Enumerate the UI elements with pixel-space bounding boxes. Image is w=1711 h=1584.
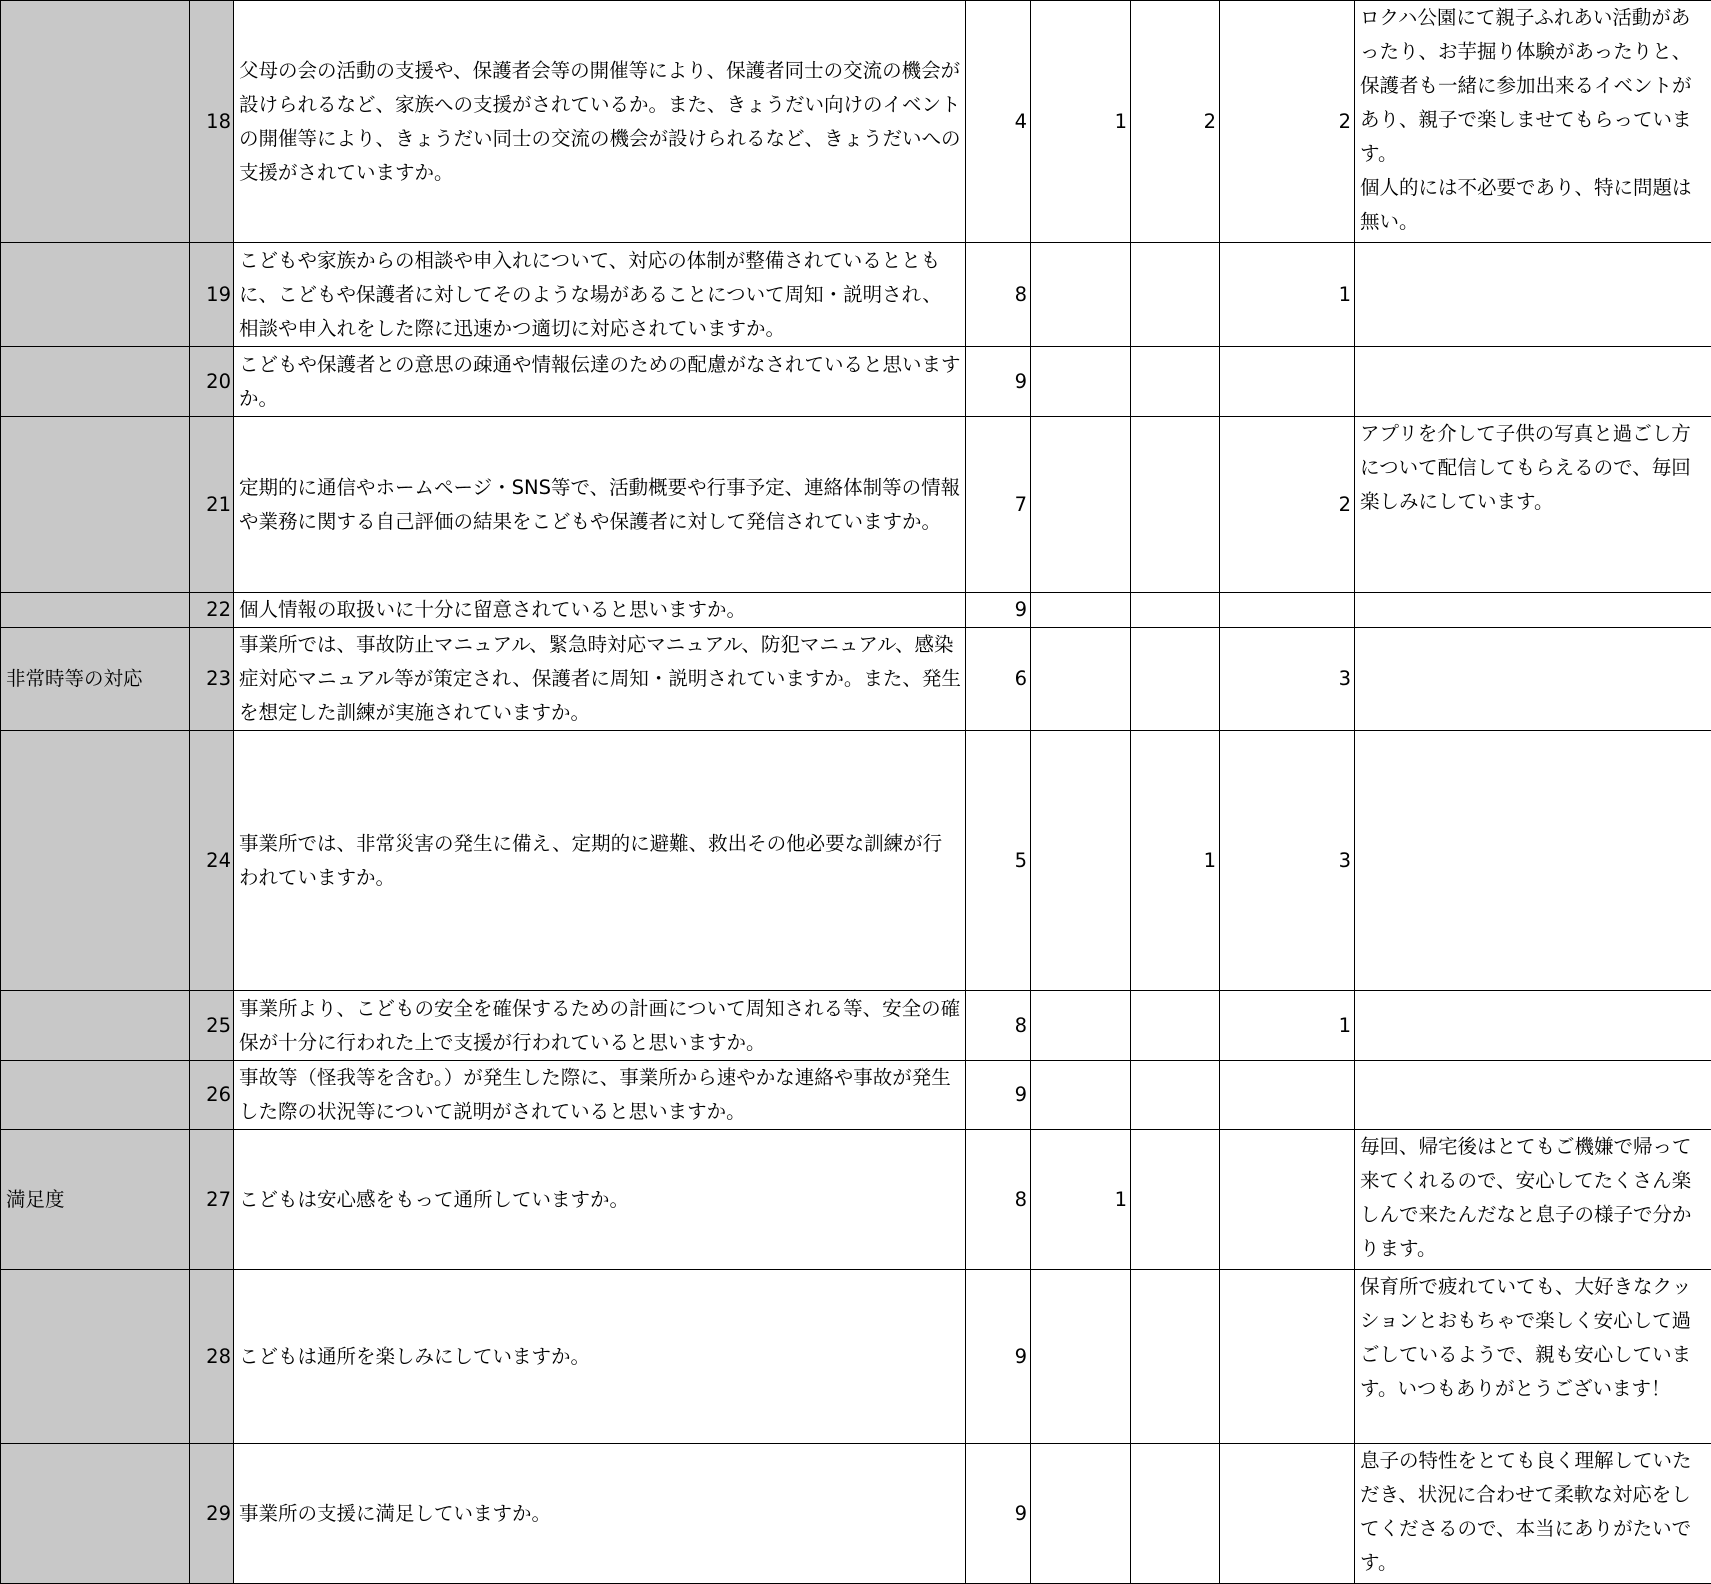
category-cell [1,243,190,347]
count-unknown [1220,1270,1355,1444]
count-no: 2 [1131,1,1220,243]
comment-text: 息子の特性をとても良く理解していただき、状況に合わせて柔軟な対応をしてくださるので、本当にありがたいです。 [1355,1444,1711,1584]
count-no [1131,1444,1220,1584]
comment-text: 毎回、帰宅後はとてもご機嫌で帰って来てくれるので、安心してたくさん楽しんで来たんだなと息子の様子で分かります。 [1355,1130,1711,1270]
comment-text [1355,593,1711,628]
comment-text [1355,1061,1711,1130]
item-number: 28 [190,1270,234,1444]
count-unknown [1220,1444,1355,1584]
count-unknown: 3 [1220,628,1355,731]
comment-text [1355,991,1711,1061]
count-yes: 9 [966,1444,1031,1584]
category-cell [1,593,190,628]
question-text: 事業所では、非常災害の発生に備え、定期的に避難、救出その他必要な訓練が行われていますか。 [234,731,966,991]
comment-text: ロクハ公園にて親子ふれあい活動があったり、お芋掘り体験があったりと、保護者も一緒に参加出来るイベントがあり、親子で楽しませてもらっています。 個人的には不必要であり、特に問題は無い。 [1355,1,1711,243]
question-text: 定期的に通信やホームページ・SNS等で、活動概要や行事予定、連絡体制等の情報や業務に関する自己評価の結果をこどもや保護者に対して発信されていますか。 [234,417,966,593]
count-no [1131,628,1220,731]
table-row [1,1,1711,243]
count-yes: 5 [966,731,1031,991]
category-cell [1,1,190,243]
count-yes: 8 [966,991,1031,1061]
count-yes: 9 [966,1061,1031,1130]
count-unknown [1220,593,1355,628]
count-somewhat [1031,243,1131,347]
table-row [1,1444,1711,1584]
count-yes: 8 [966,1130,1031,1270]
count-no: 1 [1131,731,1220,991]
count-no [1131,1270,1220,1444]
question-text: 事業所より、こどもの安全を確保するための計画について周知される等、安全の確保が十分に行われた上で支援が行われていると思いますか。 [234,991,966,1061]
count-yes: 9 [966,1270,1031,1444]
item-number: 21 [190,417,234,593]
count-unknown: 1 [1220,243,1355,347]
count-somewhat [1031,417,1131,593]
table-row [1,628,1711,731]
question-text: こどもや家族からの相談や申入れについて、対応の体制が整備されているとともに、こどもや保護者に対してそのような場があることについて周知・説明され、相談や申入れをした際に迅速かつ適切に対応されていますか。 [234,243,966,347]
count-unknown: 2 [1220,417,1355,593]
count-somewhat: 1 [1031,1130,1131,1270]
count-yes: 6 [966,628,1031,731]
item-number: 26 [190,1061,234,1130]
count-unknown: 2 [1220,1,1355,243]
question-text: こどもや保護者との意思の疎通や情報伝達のための配慮がなされていると思いますか。 [234,347,966,417]
count-unknown: 1 [1220,991,1355,1061]
comment-text [1355,347,1711,417]
category-cell [1,1444,190,1584]
item-number: 29 [190,1444,234,1584]
count-no [1131,991,1220,1061]
category-cell [1,1270,190,1444]
count-yes: 7 [966,417,1031,593]
comment-text [1355,243,1711,347]
item-number: 27 [190,1130,234,1270]
comment-text [1355,628,1711,731]
item-number: 22 [190,593,234,628]
count-somewhat [1031,347,1131,417]
table-row [1,1270,1711,1444]
item-number: 20 [190,347,234,417]
question-text: こどもは通所を楽しみにしていますか。 [234,1270,966,1444]
category-cell [1,347,190,417]
table-row [1,1130,1711,1270]
count-no [1131,1061,1220,1130]
count-yes: 4 [966,1,1031,243]
item-number: 23 [190,628,234,731]
count-unknown [1220,347,1355,417]
count-somewhat [1031,593,1131,628]
comment-text [1355,731,1711,991]
category-cell [1,1061,190,1130]
table-row [1,1061,1711,1130]
table-row [1,991,1711,1061]
category-cell: 非常時等の対応 [1,628,190,731]
item-number: 18 [190,1,234,243]
category-cell [1,991,190,1061]
question-text: こどもは安心感をもって通所していますか。 [234,1130,966,1270]
question-text: 事故等（怪我等を含む。）が発生した際に、事業所から速やかな連絡や事故が発生した際の状況等について説明がされていると思いますか。 [234,1061,966,1130]
count-somewhat [1031,1061,1131,1130]
question-text: 事業所では、事故防止マニュアル、緊急時対応マニュアル、防犯マニュアル、感染症対応マニュアル等が策定され、保護者に周知・説明されていますか。また、発生を想定した訓練が実施されていますか。 [234,628,966,731]
category-cell [1,417,190,593]
table-row [1,417,1711,593]
category-cell: 満足度 [1,1130,190,1270]
count-somewhat: 1 [1031,1,1131,243]
count-yes: 9 [966,347,1031,417]
item-number: 25 [190,991,234,1061]
table-row [1,243,1711,347]
comment-text: アプリを介して子供の写真と過ごし方について配信してもらえるので、毎回楽しみにしています。 [1355,417,1711,593]
count-yes: 8 [966,243,1031,347]
question-text: 父母の会の活動の支援や、保護者会等の開催等により、保護者同士の交流の機会が設けられるなど、家族への支援がされているか。また、きょうだい向けのイベントの開催等により、きょうだい同士の交流の機会が設けられるなど、きょうだいへの支援がされていますか。 [234,1,966,243]
item-number: 24 [190,731,234,991]
count-no [1131,593,1220,628]
category-cell [1,731,190,991]
count-unknown: 3 [1220,731,1355,991]
count-yes: 9 [966,593,1031,628]
count-somewhat [1031,628,1131,731]
question-text: 個人情報の取扱いに十分に留意されていると思いますか。 [234,593,966,628]
comment-text: 保育所で疲れていても、大好きなクッションとおもちゃで楽しく安心して過ごしているようで、親も安心しています。いつもありがとうございます！ [1355,1270,1711,1444]
item-number: 19 [190,243,234,347]
count-somewhat [1031,1270,1131,1444]
count-unknown [1220,1061,1355,1130]
count-no [1131,1130,1220,1270]
count-no [1131,347,1220,417]
table-row [1,593,1711,628]
count-no [1131,243,1220,347]
table-row [1,347,1711,417]
count-somewhat [1031,991,1131,1061]
question-text: 事業所の支援に満足していますか。 [234,1444,966,1584]
count-somewhat [1031,1444,1131,1584]
table-row [1,731,1711,991]
count-unknown [1220,1130,1355,1270]
count-no [1131,417,1220,593]
count-somewhat [1031,731,1131,991]
